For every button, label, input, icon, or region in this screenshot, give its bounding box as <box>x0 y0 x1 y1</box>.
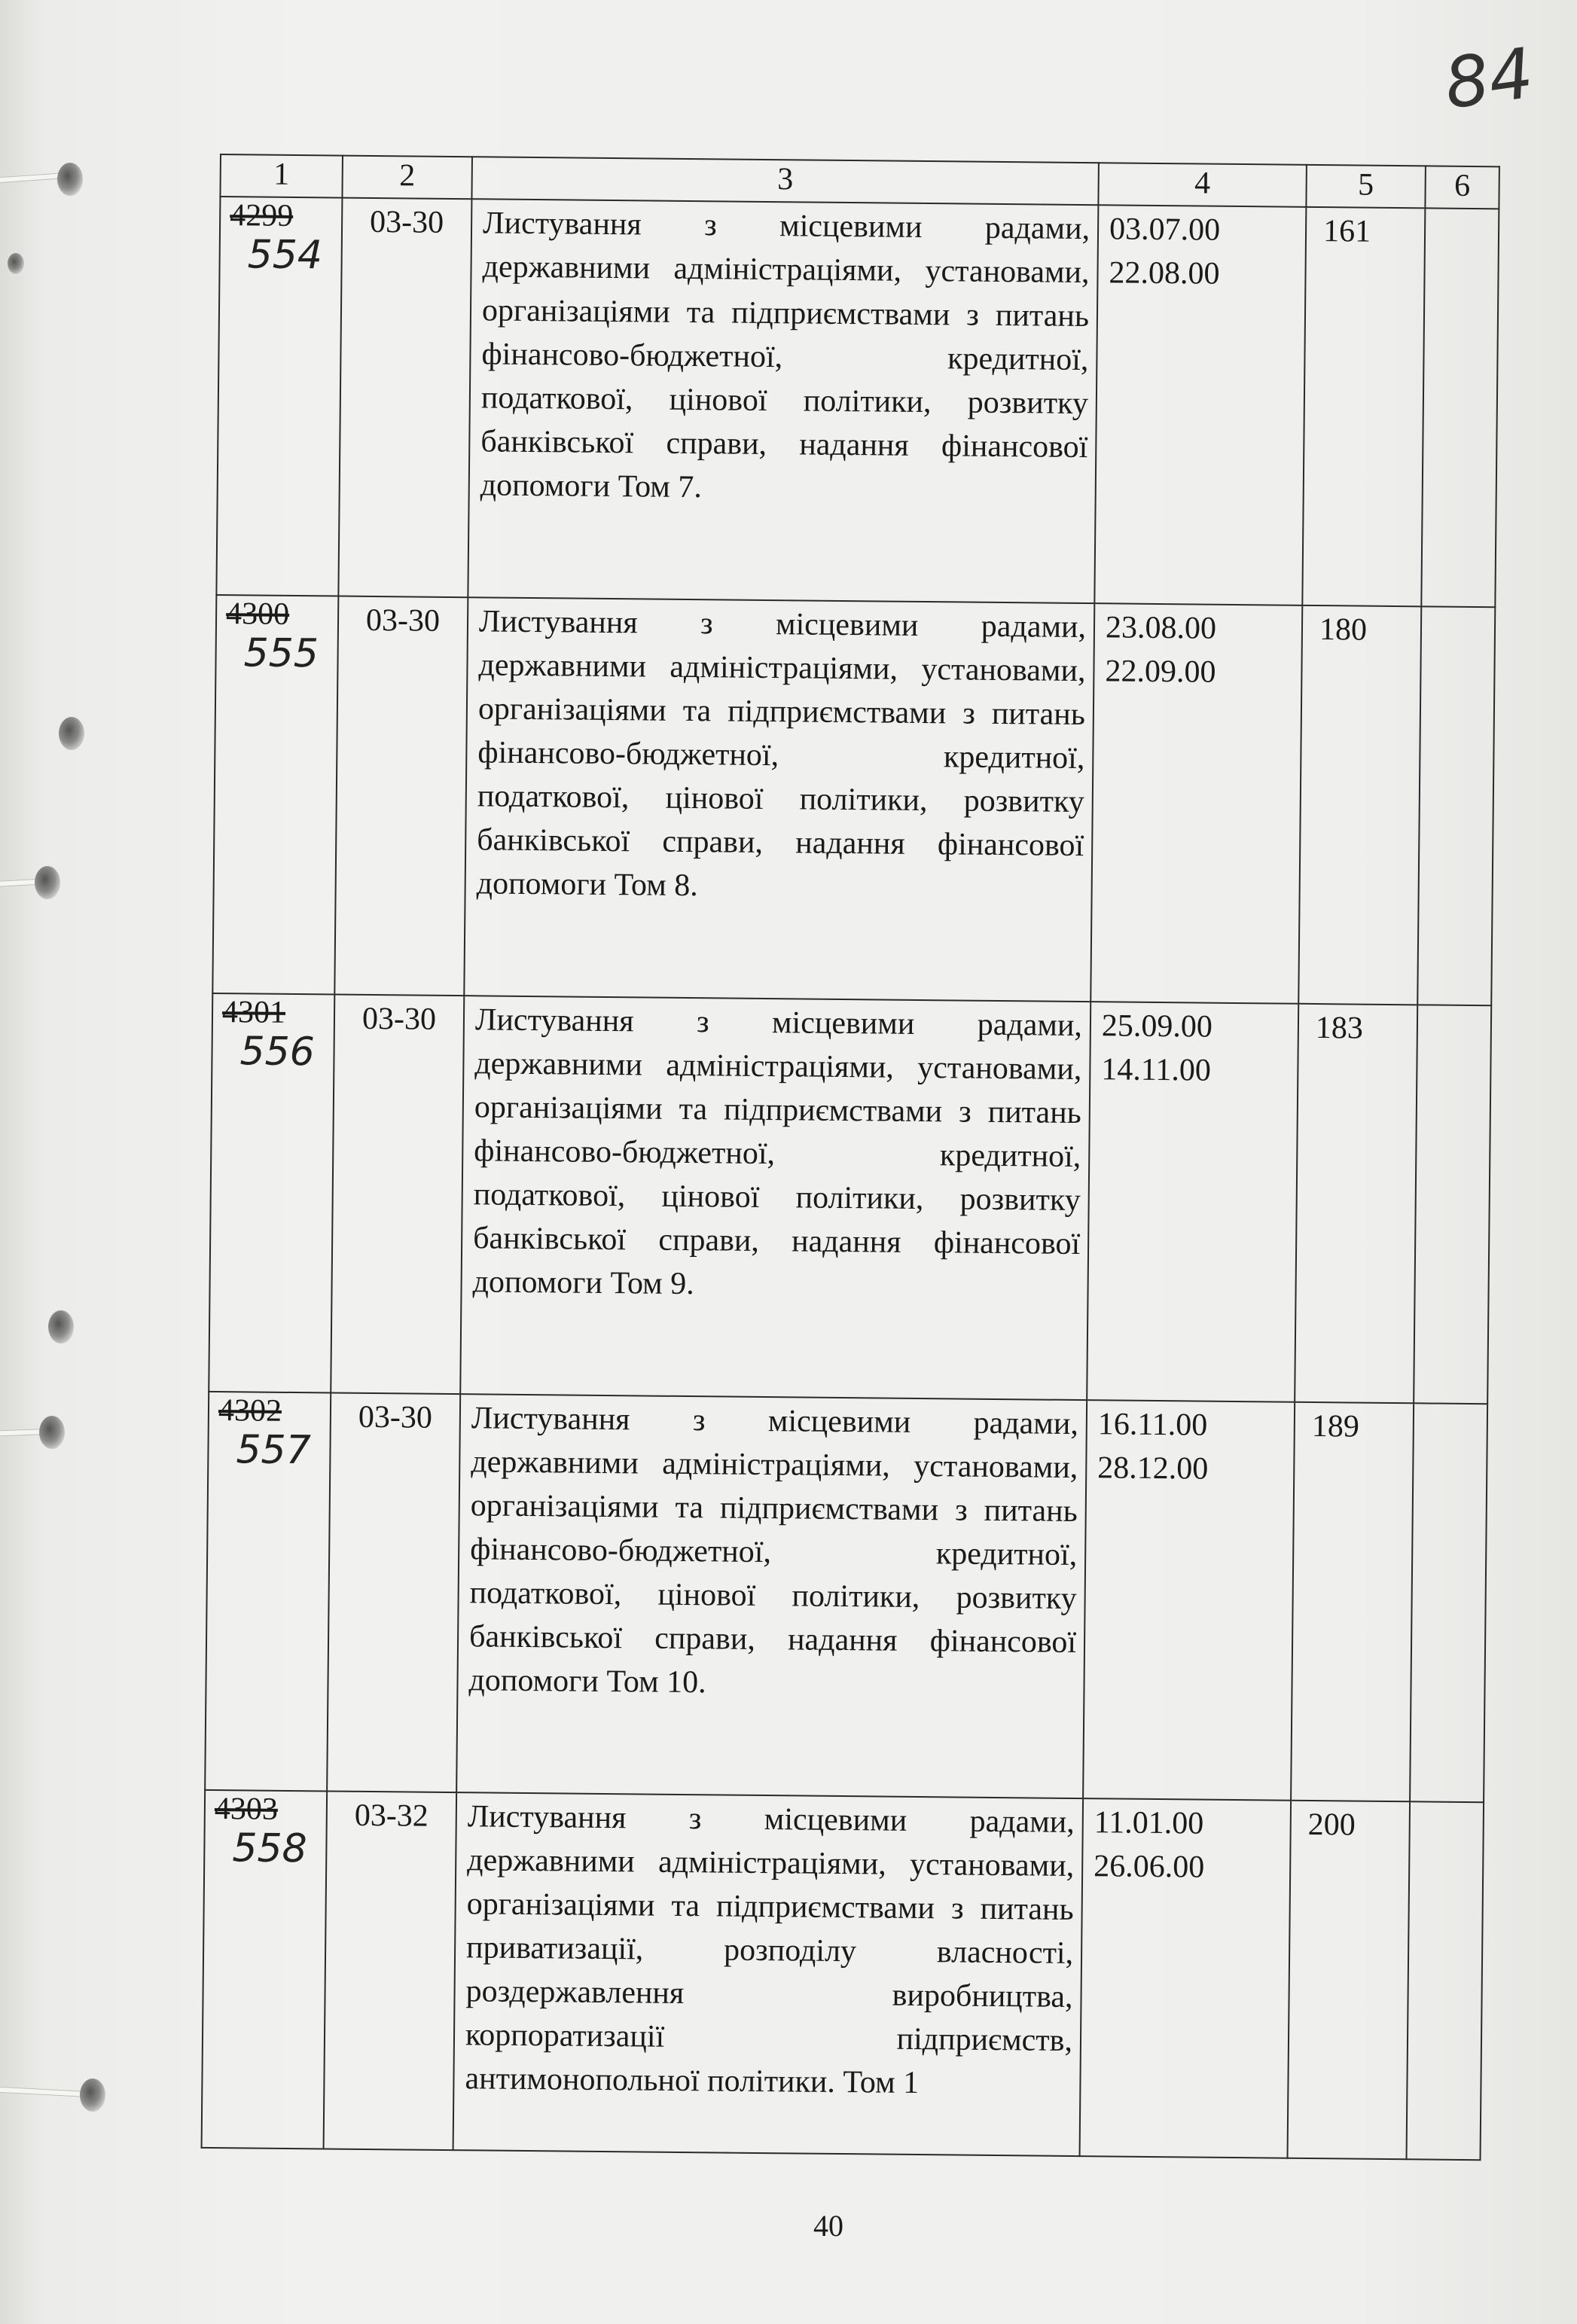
archive-sheet-number: 84 <box>1439 32 1539 125</box>
old-file-number: 4301 <box>221 995 286 1030</box>
date-start: 16.11.00 <box>1097 1407 1208 1443</box>
notes-cell <box>1410 1403 1487 1802</box>
file-index: 03-30 <box>327 1392 460 1792</box>
column-header-4: 4 <box>1098 163 1307 207</box>
file-description: Листування з місцевими радами, державними адміністраціями, установами, організаціями та підприємствами з питань приватизації, розподілу власності, роздержавлення виробництва, корпоратизації підприємств, антимонопольної політики. Том 1 <box>453 1792 1084 2156</box>
sheet-count: 183 <box>1295 1004 1417 1403</box>
sheet-count: 200 <box>1288 1801 1411 2159</box>
file-dates <box>1080 1798 1292 2158</box>
date-end: 28.12.00 <box>1097 1450 1209 1487</box>
date-start: 11.01.00 <box>1094 1805 1204 1841</box>
file-number-cell <box>205 1392 331 1792</box>
new-file-number: 558 <box>232 1825 307 1872</box>
notes-cell <box>1414 1005 1491 1404</box>
sheet-count: 189 <box>1291 1402 1414 1801</box>
new-file-number: 555 <box>243 630 319 677</box>
column-header-2: 2 <box>342 156 472 200</box>
notes-cell <box>1417 606 1495 1005</box>
column-header-6: 6 <box>1425 166 1499 209</box>
file-number-cell <box>212 595 338 995</box>
new-file-number: 556 <box>239 1029 316 1075</box>
date-start: 25.09.00 <box>1101 1008 1213 1045</box>
old-file-number: 4300 <box>225 596 290 632</box>
column-header-1: 1 <box>220 154 343 198</box>
file-dates <box>1083 1400 1295 1801</box>
binding-thread <box>0 2087 90 2097</box>
old-file-number: 4303 <box>214 1792 279 1827</box>
table-row <box>202 1790 1484 2160</box>
binding-hole <box>57 163 83 196</box>
table-row <box>216 197 1499 607</box>
binding-hole <box>59 717 84 750</box>
binding-hole <box>48 1310 74 1343</box>
file-number-cell <box>202 1790 328 2149</box>
date-start: 23.08.00 <box>1105 610 1217 646</box>
new-file-number: 554 <box>247 232 323 279</box>
table-row <box>209 993 1491 1404</box>
binding-hole <box>80 2078 105 2112</box>
sheet-count: 161 <box>1302 207 1425 606</box>
file-number-cell <box>209 993 334 1393</box>
date-start: 03.07.00 <box>1109 212 1221 248</box>
file-dates <box>1090 603 1302 1004</box>
file-index: 03-30 <box>334 596 468 996</box>
date-end: 14.11.00 <box>1101 1052 1212 1088</box>
file-description: Листування з місцевими радами, державними адміністраціями, установами, організаціями та підприємствами з питань фінансово-бюджетної, кредитної, податкової, цінової політики, розвитку банківської справи, надання фінансової допомоги Том 10. <box>456 1394 1087 1798</box>
file-index: 03-30 <box>338 198 471 598</box>
notes-cell <box>1421 208 1499 607</box>
table-row <box>205 1392 1487 1802</box>
file-register-table <box>201 154 1500 2161</box>
file-description: Листування з місцевими радами, державними адміністраціями, установами, організаціями та підприємствами з питань фінансово-бюджетної, кредитної, податкової, цінової політики, розвитку банківської справи, надання фінансової допомоги Том 8. <box>464 597 1094 1002</box>
file-index: 03-30 <box>331 995 464 1395</box>
file-dates <box>1094 205 1306 605</box>
binding-hole <box>8 253 24 274</box>
date-end: 22.09.00 <box>1105 654 1216 690</box>
file-description: Листування з місцевими радами, державними адміністраціями, установами, організаціями та підприємствами з питань фінансово-бюджетної, кредитної, податкової, цінової політики, розвитку банківської справи, надання фінансової допомоги Том 9. <box>460 996 1090 1400</box>
binding-thread <box>0 172 66 183</box>
column-header-5: 5 <box>1306 165 1426 209</box>
old-file-number: 4299 <box>229 198 294 233</box>
new-file-number: 557 <box>236 1427 312 1474</box>
date-end: 22.08.00 <box>1109 255 1220 291</box>
notes-cell <box>1407 1801 1484 2160</box>
binding-hole <box>35 866 60 899</box>
file-description: Листування з місцевими радами, державними адміністраціями, установами, організаціями та підприємствами з питань фінансово-бюджетної, кредитної, податкової, цінової політики, розвитку банківської справи, надання фінансової допомоги Том 7. <box>468 199 1098 603</box>
file-number-cell <box>216 197 342 596</box>
date-end: 26.06.00 <box>1094 1849 1205 1885</box>
column-header-3: 3 <box>471 157 1098 205</box>
file-dates <box>1087 1002 1298 1402</box>
table-row <box>212 595 1495 1005</box>
sheet-count: 180 <box>1298 605 1421 1005</box>
file-index: 03-32 <box>324 1791 457 2150</box>
binding-hole <box>39 1416 65 1449</box>
page-number: 40 <box>813 2209 843 2243</box>
old-file-number: 4302 <box>218 1393 282 1429</box>
